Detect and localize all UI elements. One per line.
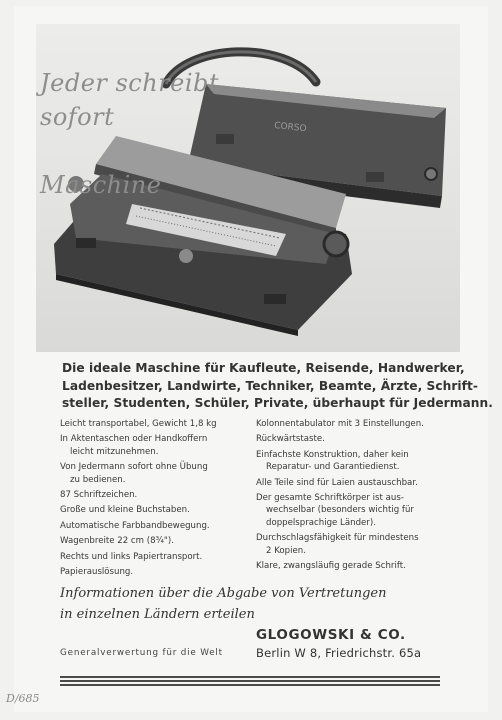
feature-line: Kolonnentabulator mit 3 Einstellungen. bbox=[256, 419, 424, 429]
general-agency: Generalverwertung für die Welt bbox=[60, 648, 223, 658]
intro-line: steller, Studenten, Schüler, Private, überhaupt für Jedermann. bbox=[62, 396, 493, 410]
feature-line: leicht mitzunehmen. bbox=[70, 446, 159, 457]
catalog-number: D/685 bbox=[6, 692, 40, 705]
features-right-column bbox=[256, 418, 436, 572]
headline-line-1: Jeder schreibt sofort bbox=[40, 69, 220, 131]
feature-item bbox=[60, 520, 250, 532]
feature-line: doppelsprachige Länder). bbox=[266, 517, 376, 528]
feature-line: Wagenbreite 22 cm (8¾"). bbox=[60, 536, 174, 547]
feature-line: wechselbar (besonders wichtig für bbox=[266, 505, 414, 516]
feature-line: Von Jedermann sofort ohne Übung bbox=[60, 462, 208, 473]
info-note bbox=[60, 583, 440, 625]
feature-line: Klare, zwangsläufig gerade Schrift. bbox=[256, 561, 406, 572]
feature-line: 87 Schriftzeichen. bbox=[60, 490, 138, 501]
feature-line: Reparatur- und Garantiedienst. bbox=[266, 462, 400, 473]
feature-line: Einfachste Konstruktion, daher kein bbox=[256, 449, 409, 460]
feature-line: 2 Kopien. bbox=[266, 545, 306, 556]
feature-line: In Aktentaschen oder Handkoffern bbox=[60, 434, 208, 445]
divider-rule bbox=[60, 680, 440, 682]
features-left-column bbox=[60, 418, 250, 578]
divider-rule bbox=[60, 676, 440, 678]
headline-line-2: Maschine bbox=[40, 171, 162, 199]
feature-line: Rechts und links Papiertransport. bbox=[60, 551, 203, 562]
feature-item bbox=[60, 504, 250, 516]
feature-item bbox=[60, 566, 250, 578]
feature-item bbox=[60, 535, 250, 547]
intro-line: Ladenbesitzer, Landwirte, Techniker, Beamte, Ärzte, Schrift- bbox=[62, 378, 478, 393]
intro-line: Die ideale Maschine für Kaufleute, Reisende, Handwerker, bbox=[62, 361, 465, 375]
feature-item bbox=[256, 433, 436, 445]
feature-item bbox=[60, 433, 250, 458]
feature-line: Alle Teile sind für Laien austauschbar. bbox=[256, 477, 418, 488]
feature-item bbox=[60, 418, 250, 430]
feature-line: Große und kleine Buchstaben. bbox=[60, 505, 190, 516]
feature-line: Automatische Farbbandbewegung. bbox=[60, 520, 210, 531]
info-line: Informationen über die Abgabe von Vertretungen bbox=[60, 586, 387, 601]
feature-item bbox=[256, 449, 436, 474]
feature-item bbox=[256, 492, 436, 529]
feature-item bbox=[256, 477, 436, 489]
feature-item bbox=[60, 461, 250, 486]
feature-line: Papierauslösung. bbox=[60, 567, 134, 578]
info-line: in einzelnen Ländern erteilen bbox=[60, 607, 255, 622]
intro-paragraph bbox=[62, 360, 493, 413]
feature-line: Rückwärtstaste. bbox=[256, 434, 325, 445]
feature-item bbox=[256, 532, 436, 557]
feature-item bbox=[256, 560, 436, 572]
divider-rule bbox=[60, 684, 440, 686]
feature-item bbox=[60, 489, 250, 501]
feature-line: Leicht transportabel, Gewicht 1,8 kg bbox=[60, 419, 217, 429]
feature-item bbox=[256, 418, 436, 430]
company-address: Berlin W 8, Friedrichstr. 65a bbox=[256, 646, 422, 660]
company-name: GLOGOWSKI & CO. bbox=[256, 627, 406, 643]
feature-item bbox=[60, 551, 250, 563]
headline bbox=[40, 32, 280, 236]
feature-line: Durchschlagsfähigkeit für mindestens bbox=[256, 533, 419, 544]
case-label: CORSO bbox=[273, 121, 307, 135]
feature-line: Der gesamte Schriftkörper ist aus- bbox=[256, 493, 404, 504]
feature-line: zu bedienen. bbox=[70, 474, 126, 485]
